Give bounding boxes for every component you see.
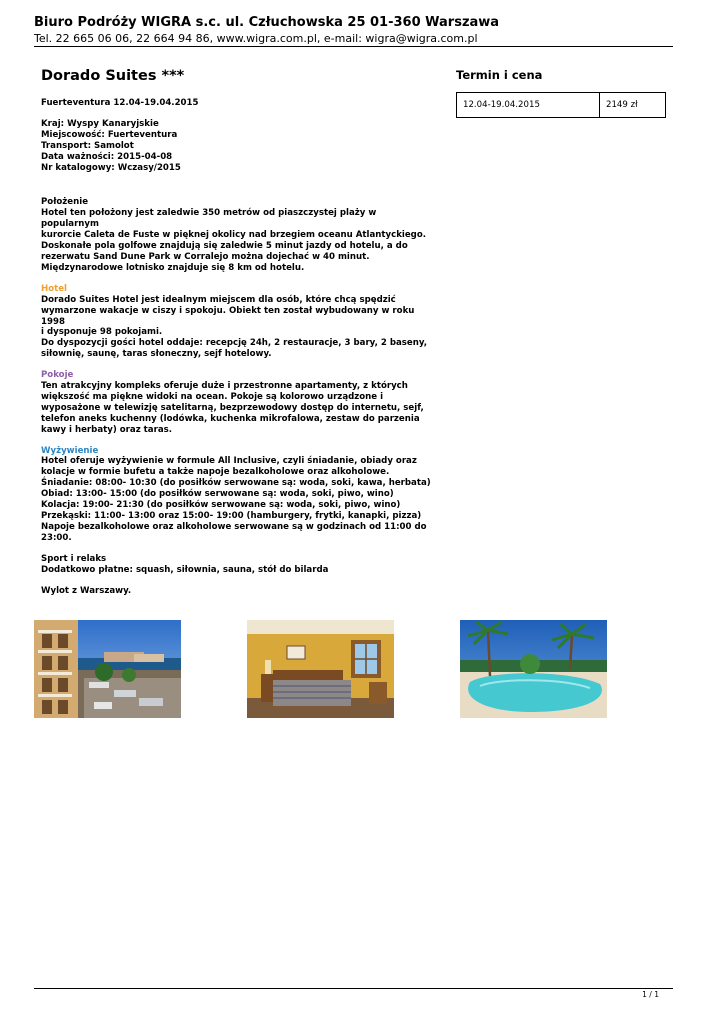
departure-info: Wylot z Warszawy.: [41, 585, 132, 596]
offer-title: Dorado Suites ***: [41, 68, 185, 84]
meals-line: Obiad: 13:00- 15:00 (do posiłków serwowane są: woda, soki, piwo, wino): [41, 489, 394, 500]
hotel-line: i dysponuje 98 pokojami.: [41, 327, 163, 338]
detail-location: Miejscowość: Fuerteventura: [41, 129, 178, 140]
meals-line: Napoje bezalkoholowe oraz alkoholowe serwowane są w godzinach od 11:00 do: [41, 521, 427, 532]
meals-line: kolacje w formie bufetu a także napoje bezalkoholowe oraz alkoholowe.: [41, 467, 390, 478]
table-row: [457, 93, 666, 118]
photo-gallery: [0, 620, 725, 718]
meals-line: Hotel oferuje wyżywienie w formule All Inclusive, czyli śniadanie, obiady oraz: [41, 456, 417, 467]
page-header: [34, 14, 674, 46]
hotel-line: Do dyspozycji gości hotel oddaje: recepcję 24h, 2 restauracje, 3 bary, 2 baseny,: [41, 338, 428, 349]
sport-line: Dodatkowo płatne: squash, siłownia, sauna, stół do bilarda: [41, 564, 329, 575]
detail-catalog-number: Nr katalogowy: Wczasy/2015: [41, 162, 181, 173]
pricing-date: 12.04-19.04.2015: [457, 93, 600, 118]
location-line: Międzynarodowe lotnisko znajduje się 8 km od hotelu.: [41, 262, 305, 273]
pool-photo: [460, 620, 607, 718]
section-heading-meals: Wyżywienie: [41, 445, 99, 456]
section-heading-rooms: Pokoje: [41, 370, 74, 381]
hotel-line: wymarzone wakacje w ciszy i spokoju. Obiekt ten został wybudowany w roku 1998: [41, 305, 415, 327]
company-contact: Tel. 22 665 06 06, 22 664 94 86, www.wigra.com.pl, e-mail: wigra@wigra.com.pl: [34, 32, 478, 45]
header-divider: [34, 46, 673, 47]
rooms-line: wyposażone w telewizję satelitarną, bezprzewodowy dostęp do internetu, sejf,: [41, 402, 424, 413]
rooms-line: kawy i herbaty) oraz taras.: [41, 424, 173, 435]
meals-line: Śniadanie: 08:00- 10:30 (do posiłków serwowane są: woda, soki, kawa, herbata): [41, 478, 431, 489]
location-line: rezerwatu Sand Dune Park w Corralejo można dojechać w 40 minut.: [41, 251, 370, 262]
pricing-price: 2149 zł: [600, 93, 666, 118]
company-name: Biuro Podróży WIGRA s.c. ul. Człuchowska 25 01-360 Warszawa: [34, 15, 500, 30]
footer-divider: [34, 988, 673, 989]
offer-description: [41, 66, 436, 596]
section-heading-location: Położenie: [41, 197, 89, 208]
rooms-line: telefon aneks kuchenny (lodówka, kuchenka mikrofalowa, zestaw do parzenia: [41, 413, 420, 424]
page-number: 1 / 1: [642, 990, 659, 999]
section-heading-sport: Sport i relaks: [41, 553, 107, 564]
pricing-table: [456, 92, 666, 118]
location-line: Hotel ten położony jest zaledwie 350 metrów od piaszczystej plaży w popularnym: [41, 208, 377, 230]
rooms-line: większość ma piękne widoki na ocean. Pokoje są kolorowo urządzone i: [41, 391, 384, 402]
detail-validity: Data ważności: 2015-04-08: [41, 151, 173, 162]
meals-line: Kolacja: 19:00- 21:30 (do posiłków serwowane są: woda, soki, piwo, wino): [41, 500, 401, 511]
location-line: Doskonałe pola golfowe znajdują się zaledwie 5 minut jazdy od hotelu, a do: [41, 241, 408, 252]
location-line: kurorcie Caleta de Fuste w pięknej okolicy nad brzegiem oceanu Atlantyckiego.: [41, 230, 426, 241]
hotel-line: Dorado Suites Hotel jest idealnym miejscem dla osób, które chcą spędzić: [41, 294, 396, 305]
meals-line: 23:00.: [41, 532, 72, 543]
pricing-panel: [456, 66, 666, 118]
hotel-line: siłownię, saunę, taras słoneczny, sejf hotelowy.: [41, 349, 272, 360]
rooms-line: Ten atrakcyjny kompleks oferuje duże i przestronne apartamenty, z których: [41, 381, 408, 392]
hotel-exterior-photo: [34, 620, 181, 718]
detail-country: Kraj: Wyspy Kanaryjskie: [41, 118, 159, 129]
meals-line: Przekąski: 11:00- 13:00 oraz 15:00- 19:00 (hamburgery, frytki, kanapki, pizza): [41, 511, 422, 521]
offer-subtitle: Fuerteventura 12.04-19.04.2015: [41, 98, 199, 108]
section-heading-hotel: Hotel: [41, 283, 67, 294]
pricing-title: Termin i cena: [456, 68, 543, 82]
detail-transport: Transport: Samolot: [41, 140, 134, 151]
hotel-room-photo: [247, 620, 394, 718]
